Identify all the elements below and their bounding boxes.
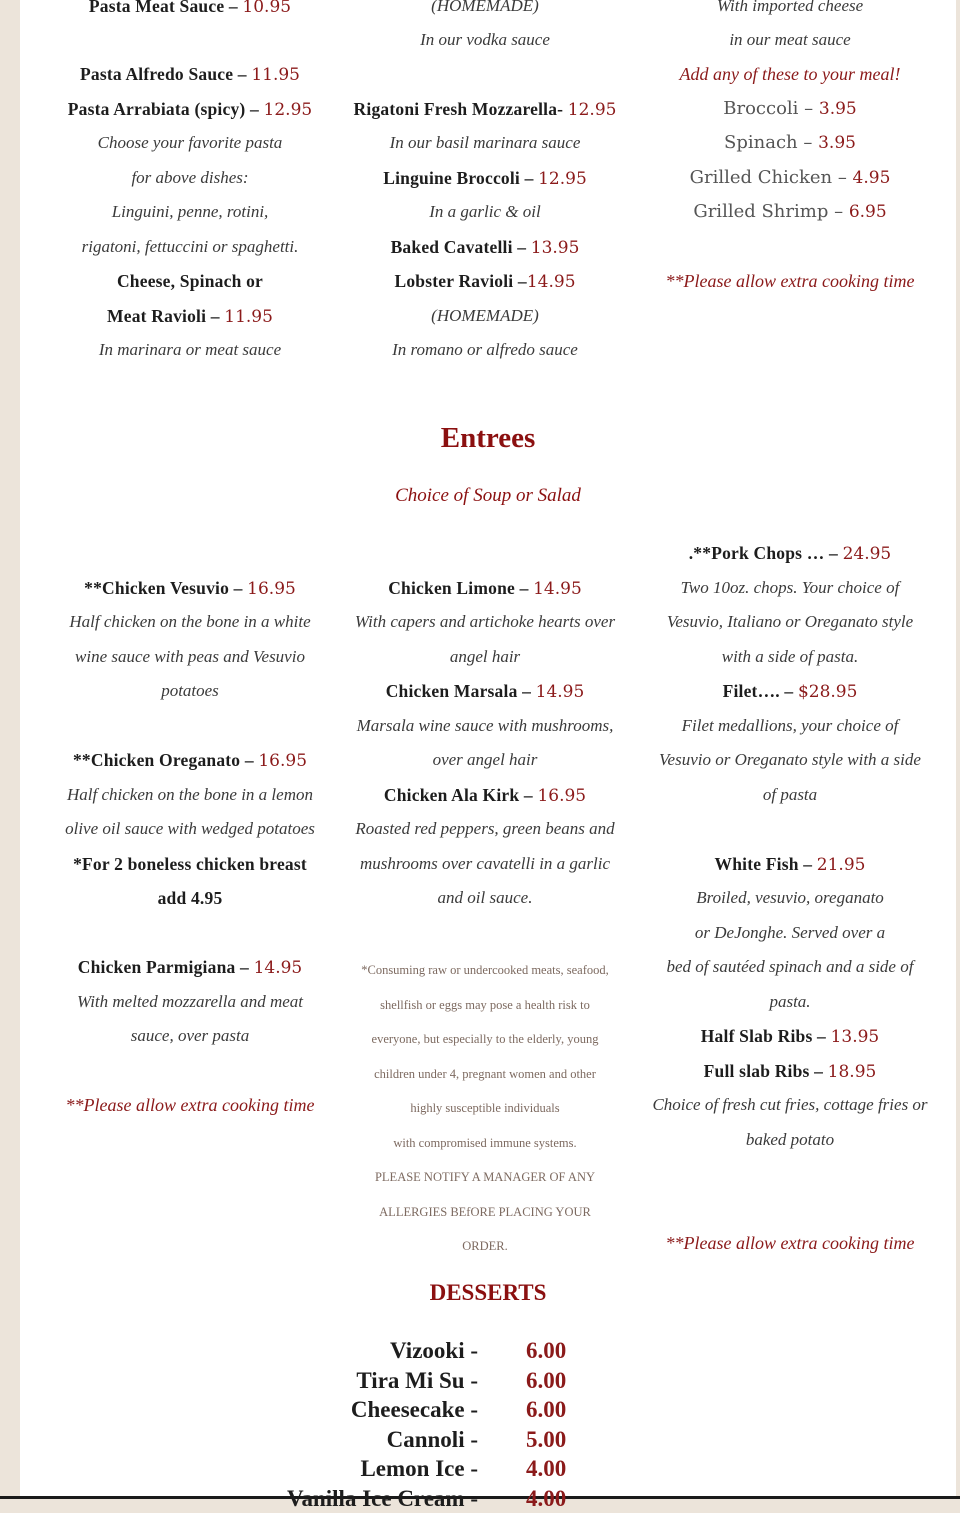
item-name: Pasta Alfredo Sauce – xyxy=(80,64,252,84)
dessert-price: 5.00 xyxy=(526,1426,567,1452)
menu-item xyxy=(340,576,630,601)
dessert-price: 6.00 xyxy=(526,1338,567,1363)
item-description xyxy=(340,714,630,738)
description-text: (HOMEMADE) xyxy=(431,306,539,325)
description-text: Vesuvio or Oreganato style with a side xyxy=(659,750,921,769)
item-price: 11.95 xyxy=(251,65,300,85)
allergy-disclaimer-line xyxy=(340,1095,630,1120)
item-description xyxy=(640,610,940,634)
item-name: *For 2 boneless chicken breast xyxy=(73,854,307,874)
item-description xyxy=(42,679,338,703)
menu-item xyxy=(340,679,630,704)
menu-item xyxy=(340,97,630,122)
item-description xyxy=(640,990,940,1014)
item-description xyxy=(640,714,940,738)
item-description xyxy=(340,131,630,155)
menu-item xyxy=(640,541,940,566)
description-text: and oil sauce. xyxy=(437,888,533,907)
menu-item xyxy=(42,97,338,122)
disclaimer-text: highly susceptible individuals xyxy=(410,1101,560,1115)
add-on-item xyxy=(640,166,940,190)
item-description xyxy=(640,886,940,910)
description-text: wine sauce with peas and Vesuvio xyxy=(75,647,305,666)
disclaimer-text: PLEASE NOTIFY A MANAGER OF ANY xyxy=(374,1170,596,1184)
description-text: olive oil sauce with wedged potatoes xyxy=(65,819,315,838)
dessert-name: Lemon Ice - xyxy=(360,1456,478,1482)
item-description xyxy=(640,955,940,979)
description-text: baked potato xyxy=(745,1130,835,1149)
menu-item xyxy=(42,852,338,877)
add-on-item xyxy=(640,200,940,224)
item-description xyxy=(340,304,630,328)
menu-note xyxy=(42,1093,338,1118)
item-description xyxy=(640,0,940,18)
item-description xyxy=(640,28,940,52)
menu-note xyxy=(640,1231,940,1256)
item-price: 16.95 xyxy=(258,751,308,771)
item-description xyxy=(640,783,940,807)
allergy-disclaimer-line xyxy=(340,957,630,982)
item-name: Chicken Marsala – xyxy=(385,681,536,701)
disclaimer-text: ORDER. xyxy=(462,1239,508,1253)
description-text: mushrooms over cavatelli in a garlic xyxy=(359,854,611,873)
description-text: potatoes xyxy=(161,681,219,700)
description-text: Two 10oz. chops. Your choice of xyxy=(680,578,900,597)
item-name: Full slab Ribs – xyxy=(703,1061,828,1081)
description-text: Roasted red peppers, green beans and xyxy=(355,819,615,838)
description-text: Linguini, penne, rotini, xyxy=(111,202,269,221)
item-name: Chicken Limone – xyxy=(388,578,534,598)
menu-item xyxy=(42,304,338,329)
description-text: Half chicken on the bone in a white xyxy=(69,612,311,631)
disclaimer-text: ALLERGIES BEfORE PLACING YOUR xyxy=(379,1205,591,1219)
description-text: Marsala wine sauce with mushrooms, xyxy=(356,716,614,735)
description-text: of pasta xyxy=(762,785,818,804)
disclaimer-text: children under 4, pregnant women and other xyxy=(374,1067,596,1081)
menu-item xyxy=(42,955,338,980)
menu-item xyxy=(42,269,338,294)
item-description xyxy=(42,338,338,362)
item-description xyxy=(42,1024,338,1048)
item-name: **Chicken Oreganato – xyxy=(72,750,259,770)
dessert-name: Tira Mi Su - xyxy=(356,1367,478,1393)
item-name: Rigatoni Fresh Mozzarella- xyxy=(353,99,568,119)
item-price: 3.95 xyxy=(818,99,857,119)
item-price: $28.95 xyxy=(797,682,858,702)
description-text: over angel hair xyxy=(432,750,538,769)
item-description xyxy=(340,0,630,18)
description-text: In our basil marinara sauce xyxy=(389,133,581,152)
dessert-price: 4.00 xyxy=(526,1486,567,1511)
description-text: (HOMEMADE) xyxy=(431,0,539,15)
description-text: Filet medallions, your choice of xyxy=(681,716,899,735)
description-text: bed of sautéed spinach and a side of xyxy=(666,957,914,976)
description-text: In romano or alfredo sauce xyxy=(392,340,578,359)
item-description xyxy=(640,1093,940,1117)
dessert-name: Cannoli - xyxy=(386,1426,478,1452)
dessert-price: 6.00 xyxy=(526,1397,567,1423)
item-name: Pasta Arrabiata (spicy) – xyxy=(67,99,264,119)
entrees-heading: Entrees xyxy=(440,422,536,454)
description-text: Half chicken on the bone in a lemon xyxy=(67,785,313,804)
menu-note xyxy=(640,62,940,87)
description-text: In a garlic & oil xyxy=(429,202,541,221)
item-price: 12.95 xyxy=(538,169,587,189)
menu-item xyxy=(42,886,338,911)
item-price: 6.95 xyxy=(848,202,887,222)
item-price: 14.95 xyxy=(535,682,585,702)
allergy-disclaimer-line xyxy=(340,1164,630,1189)
description-text: or DeJonghe. Served over a xyxy=(694,923,886,942)
menu-item xyxy=(42,748,338,773)
note-text: **Please allow extra cooking time xyxy=(665,1233,915,1253)
item-description xyxy=(640,921,940,945)
item-description xyxy=(340,886,630,910)
description-text: for above dishes: xyxy=(131,168,249,187)
description-text: sauce, over pasta xyxy=(130,1026,250,1045)
dessert-name: Cheesecake - xyxy=(350,1397,478,1423)
menu-note xyxy=(640,269,940,294)
disclaimer-text: with compromised immune systems. xyxy=(393,1136,577,1150)
item-name: White Fish – xyxy=(714,854,817,874)
description-text: In our vodka sauce xyxy=(420,30,550,49)
item-description xyxy=(340,645,630,669)
description-text: With melted mozzarella and meat xyxy=(76,992,303,1011)
item-name: Lobster Ravioli – xyxy=(394,271,527,291)
note-text: Add any of these to your meal! xyxy=(679,64,901,84)
item-name: Linguine Broccoli – xyxy=(383,168,539,188)
description-text: Choose your favorite pasta xyxy=(97,133,283,152)
add-on-item xyxy=(640,131,940,155)
item-description xyxy=(640,1128,940,1152)
menu-item xyxy=(340,235,630,260)
dessert-name: Vizooki - xyxy=(390,1338,478,1363)
description-text: with a side of pasta. xyxy=(721,647,859,666)
item-price: 18.95 xyxy=(827,1062,877,1082)
allergy-disclaimer-line xyxy=(340,1130,630,1155)
item-price: 14.95 xyxy=(253,958,303,978)
item-description xyxy=(42,817,338,841)
item-price: 3.95 xyxy=(818,133,856,153)
item-name: **Chicken Vesuvio – xyxy=(84,578,248,598)
item-description xyxy=(42,235,338,259)
menu-item xyxy=(640,1059,940,1084)
menu-item xyxy=(42,576,338,601)
allergy-disclaimer-line xyxy=(340,992,630,1017)
item-name: Pasta Meat Sauce – xyxy=(88,0,243,16)
dessert-price: 4.00 xyxy=(526,1456,567,1482)
item-description xyxy=(640,576,940,600)
item-description xyxy=(42,131,338,155)
item-name: Filet…. – xyxy=(722,681,798,701)
allergy-disclaimer-line xyxy=(340,1061,630,1086)
description-text: in our meat sauce xyxy=(729,30,851,49)
item-price: 12.95 xyxy=(567,100,617,120)
note-text: **Please allow extra cooking time xyxy=(665,271,915,291)
desserts-heading: DESSERTS xyxy=(429,1280,547,1305)
item-description xyxy=(42,990,338,1014)
item-price: 13.95 xyxy=(830,1027,880,1047)
description-text: Broiled, vesuvio, oreganato xyxy=(696,888,884,907)
dessert-price: 6.00 xyxy=(526,1367,567,1393)
item-name: Meat Ravioli – xyxy=(107,306,225,326)
entrees-subtitle: Choice of Soup or Salad xyxy=(395,485,581,506)
item-description xyxy=(340,748,630,772)
item-name: Half Slab Ribs – xyxy=(700,1026,831,1046)
description-text: pasta. xyxy=(769,992,811,1011)
item-description xyxy=(42,645,338,669)
item-description xyxy=(340,817,630,841)
item-price: 10.95 xyxy=(242,0,292,17)
item-price: 14.95 xyxy=(526,272,576,292)
item-price: 4.95 xyxy=(852,168,891,188)
description-text: With imported cheese xyxy=(716,0,864,15)
item-name: .**Pork Chops … – xyxy=(688,543,843,563)
add-on-name: Grilled Chicken – xyxy=(689,167,853,188)
description-text: With capers and artichoke hearts over xyxy=(354,612,616,631)
item-description xyxy=(340,610,630,634)
item-name: Cheese, Spinach or xyxy=(116,271,264,291)
add-on-name: Broccoli – xyxy=(723,98,819,119)
dessert-name: Vanilla Ice Cream - xyxy=(286,1486,478,1511)
item-description xyxy=(42,783,338,807)
item-description xyxy=(42,166,338,190)
menu-item xyxy=(340,269,630,294)
description-text: Vesuvio, Italiano or Oreganato style xyxy=(666,612,914,631)
item-price: 16.95 xyxy=(247,579,296,599)
item-name: Chicken Ala Kirk – xyxy=(383,785,538,805)
item-price: 11.95 xyxy=(224,307,273,327)
description-text: Choice of fresh cut fries, cottage fries or xyxy=(652,1095,928,1114)
item-price: 16.95 xyxy=(537,786,587,806)
menu-item xyxy=(340,166,630,191)
item-description xyxy=(340,338,630,362)
item-name: Chicken Parmigiana – xyxy=(77,957,254,977)
menu-item xyxy=(42,62,338,87)
disclaimer-text: *Consuming raw or undercooked meats, seafood, xyxy=(361,963,609,977)
menu-item xyxy=(640,679,940,704)
item-price: 13.95 xyxy=(530,238,580,258)
description-text: In marinara or meat sauce xyxy=(98,340,282,359)
item-description xyxy=(42,610,338,634)
item-price: 12.95 xyxy=(263,100,313,120)
menu-item xyxy=(640,852,940,877)
item-price: 14.95 xyxy=(533,579,582,599)
item-name: Baked Cavatelli – xyxy=(390,237,531,257)
item-description xyxy=(42,200,338,224)
disclaimer-text: shellfish or eggs may pose a health risk to xyxy=(380,998,590,1012)
disclaimer-text: everyone, but especially to the elderly, young xyxy=(371,1032,599,1046)
description-text: angel hair xyxy=(449,647,521,666)
item-description xyxy=(640,645,940,669)
item-price: 21.95 xyxy=(816,855,866,875)
item-description xyxy=(340,200,630,224)
menu-item xyxy=(640,1024,940,1049)
allergy-disclaimer-line xyxy=(340,1199,630,1224)
item-price: 24.95 xyxy=(842,544,892,564)
add-on-item xyxy=(640,97,940,121)
allergy-disclaimer-line xyxy=(340,1233,630,1258)
description-text: rigatoni, fettuccini or spaghetti. xyxy=(81,237,299,256)
item-name: add 4.95 xyxy=(157,888,223,908)
menu-item xyxy=(340,783,630,808)
item-description xyxy=(340,28,630,52)
allergy-disclaimer-line xyxy=(340,1026,630,1051)
note-text: **Please allow extra cooking time xyxy=(65,1095,315,1115)
add-on-name: Spinach – xyxy=(724,132,819,153)
item-description xyxy=(640,748,940,772)
add-on-name: Grilled Shrimp – xyxy=(693,201,849,222)
item-description xyxy=(340,852,630,876)
menu-item xyxy=(42,0,338,19)
